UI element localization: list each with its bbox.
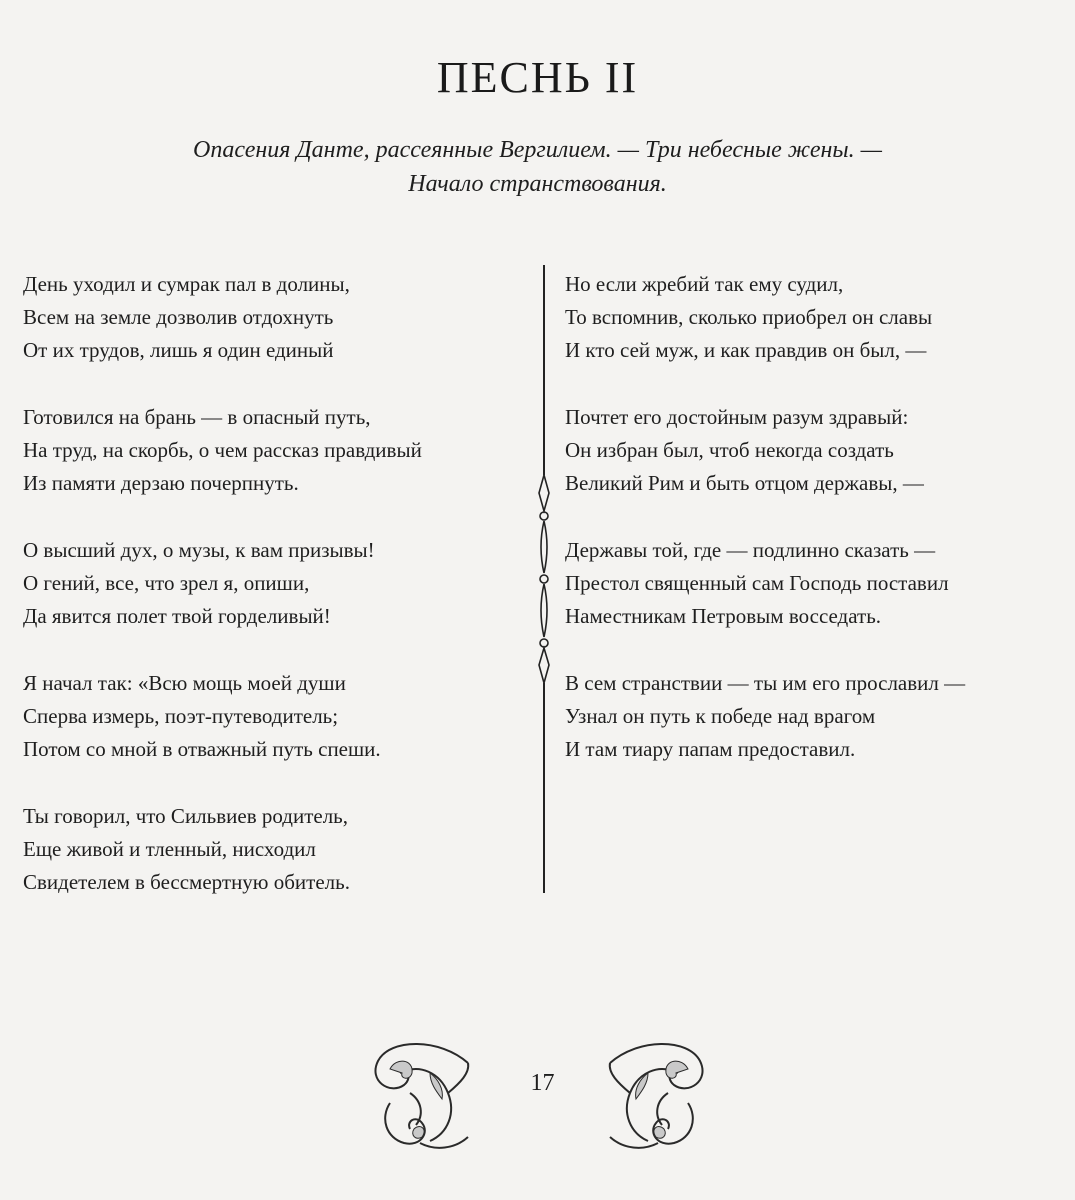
stanza <box>565 268 1065 367</box>
right-flourish-ornament-icon <box>598 1033 718 1158</box>
summary-line: Начало странствования. <box>408 171 667 197</box>
verse-line: Всем на земле дозволив отдохнуть <box>23 305 334 329</box>
verse-line: Да явится полет твой горделивый! <box>23 604 331 628</box>
verse-line: День уходил и сумрак пал в долины, <box>23 272 350 296</box>
verse-line: От их трудов, лишь я один единый <box>23 338 334 362</box>
left-flourish-ornament-icon <box>360 1033 480 1158</box>
verse-line: На труд, на скорбь, о чем рассказ правдивый <box>23 438 422 462</box>
stanza <box>565 667 1065 766</box>
verse-line: Великий Рим и быть отцом державы, — <box>565 471 924 495</box>
stanza <box>23 268 528 367</box>
stanza <box>23 667 528 766</box>
canto-title: ПЕСНЬ II <box>436 53 639 102</box>
stanza <box>23 534 528 633</box>
stanza <box>565 534 1065 633</box>
verse-line: Он избран был, чтоб некогда создать <box>565 438 894 462</box>
page-number: 17 <box>530 1070 555 1096</box>
verse-line: Еще живой и тленный, нисходил <box>23 837 316 861</box>
verse-line: То вспомнив, сколько приобрел он славы <box>565 305 933 329</box>
verse-line: Из памяти дерзаю почерпнуть. <box>23 471 299 495</box>
verse-line: В сем странствии — ты им его прославил — <box>565 671 966 695</box>
stanza <box>23 401 528 500</box>
stanza <box>23 800 528 899</box>
verse-line: Но если жребий так ему судил, <box>565 272 844 296</box>
verse-line: Престол священный сам Господь поставил <box>565 571 949 595</box>
verse-line: Готовился на брань — в опасный путь, <box>23 405 371 429</box>
verse-line: Я начал так: «Всю мощь моей души <box>23 671 346 695</box>
summary-line: Опасения Данте, рассеянные Вергилием. — Три небесные жены. — <box>193 137 882 163</box>
verse-line: Ты говорил, что Сильвиев родитель, <box>23 804 348 828</box>
verse-line: Узнал он путь к победе над врагом <box>565 704 876 728</box>
verse-line: Державы той, где — подлинно сказать — <box>565 538 936 562</box>
verse-line: И кто сей муж, и как правдив он был, — <box>565 338 927 362</box>
verse-line: Сперва измерь, поэт-путеводитель; <box>23 704 339 728</box>
right-verse-column <box>565 268 1065 800</box>
ornamental-column-divider <box>528 265 560 895</box>
verse-line: Свидетелем в бессмертную обитель. <box>23 870 350 894</box>
left-verse-column <box>23 268 528 933</box>
verse-line: Почтет его достойным разум здравый: <box>565 405 909 429</box>
stanza <box>565 401 1065 500</box>
verse-line: О гений, все, что зрел я, опиши, <box>23 571 310 595</box>
canto-summary <box>80 133 995 201</box>
verse-line: О высший дух, о музы, к вам призывы! <box>23 538 375 562</box>
verse-line: Наместникам Петровым восседать. <box>565 604 882 628</box>
verse-line: Потом со мной в отважный путь спеши. <box>23 737 381 761</box>
verse-line: И там тиару папам предоставил. <box>565 737 856 761</box>
